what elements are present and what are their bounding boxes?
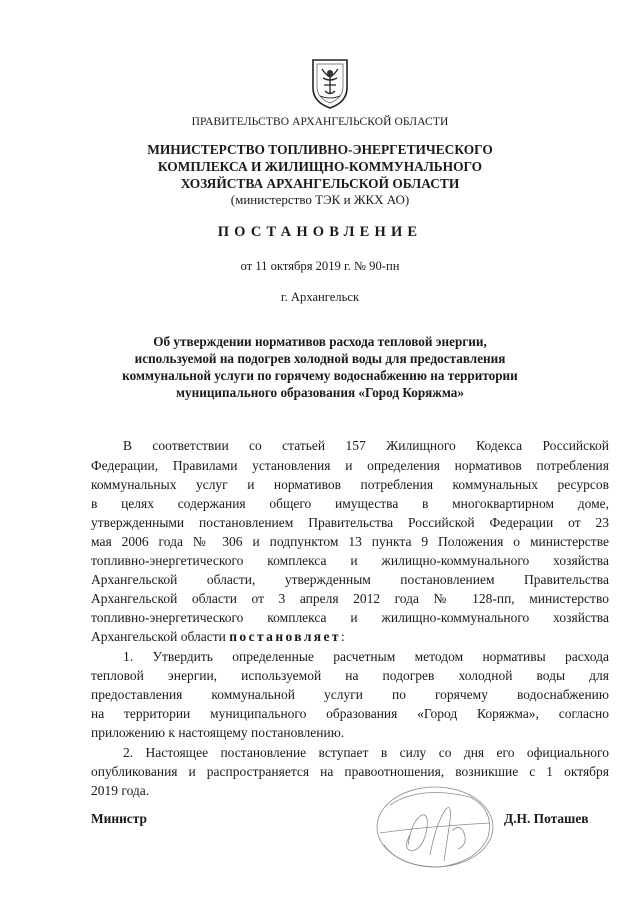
ministry-line: ХОЗЯЙСТВА АРХАНГЕЛЬСКОЙ ОБЛАСТИ: [180, 176, 460, 191]
ministry-short-name: (министерство ТЭК и ЖКХ АО): [230, 192, 410, 207]
decree-punct: :: [340, 629, 345, 644]
body-line: [91, 628, 609, 645]
signatory-title: Министр: [91, 811, 147, 826]
body-line: 2019 года.: [91, 783, 150, 798]
coat-of-arms-emblem-icon: [309, 56, 351, 110]
decree-word: постановляет: [229, 629, 341, 644]
ministry-line: КОМПЛЕКСА И ЖИЛИЩНО-КОММУНАЛЬНОГО: [157, 159, 483, 174]
body-line: топливно-энергетического комплекса и жилищно-коммунального хозяйства: [91, 553, 609, 568]
preamble-end: Архангельской области: [91, 629, 226, 644]
body-line: 1. Утвердить определенные расчетным методом нормативы расхода: [123, 649, 609, 664]
body-line: В соответствии со статьей 157 Жилищного Кодекса Российской: [123, 438, 609, 453]
title-line: коммунальной услуги по горячему водоснабжению на территории: [122, 368, 518, 383]
body-line: Архангельской области от 3 апреля 2012 года № 128-пп, министерство: [91, 591, 609, 606]
body-line: Архангельской области, утвержденным постановлением Правительства: [91, 572, 609, 587]
body-line: приложению к настоящему постановлению.: [91, 725, 345, 740]
signatory-name: Д.Н. Поташев: [504, 811, 589, 826]
body-line: топливно-энергетического комплекса и жилищно-коммунального хозяйства: [91, 610, 609, 625]
title-line: муниципального образования «Город Коряжма»: [176, 385, 464, 400]
body-line: опубликования и распространяется на правоотношения, возникшие с 1 октября: [91, 764, 609, 779]
body-line: мая 2006 года № 306 и подпунктом 13 пункта 9 Положения о министерстве: [91, 534, 609, 549]
body-line: Федерации, Правилами установления и определения нормативов потребления: [91, 458, 609, 473]
body-line: в целях содержания общего имущества в многоквартирном доме,: [91, 496, 609, 511]
body-line: коммунальных услуг и нормативов потребления коммунальных ресурсов: [91, 477, 609, 492]
body-line: 2. Настоящее постановление вступает в силу со дня его официального: [123, 745, 609, 760]
ministry-line: МИНИСТЕРСТВО ТОПЛИВНО-ЭНЕРГЕТИЧЕСКОГО: [147, 142, 493, 157]
body-line: утвержденными постановлением Правительства Российской Федерации от 23: [91, 515, 609, 530]
government-name: ПРАВИТЕЛЬСТВО АРХАНГЕЛЬСКОЙ ОБЛАСТИ: [191, 116, 449, 128]
ministry-name: [0, 141, 640, 192]
body-line: на территории муниципального образования «Город Коряжма», согласно: [91, 706, 609, 721]
handwritten-signature-icon: [360, 775, 510, 873]
body-line: тепловой энергии, используемой на подогрев холодной воды для: [91, 668, 609, 683]
document-date-number: от 11 октября 2019 г. № 90-пн: [240, 259, 400, 273]
title-line: Об утверждении нормативов расхода тепловой энергии,: [153, 334, 487, 349]
document-city: г. Архангельск: [280, 290, 360, 304]
document-title: [0, 333, 640, 401]
document-type: ПОСТАНОВЛЕНИЕ: [217, 224, 423, 240]
body-line: предоставления коммунальной услуги по горячему водоснабжению: [91, 687, 609, 702]
title-line: используемой на подогрев холодной воды для предоставления: [134, 351, 506, 366]
